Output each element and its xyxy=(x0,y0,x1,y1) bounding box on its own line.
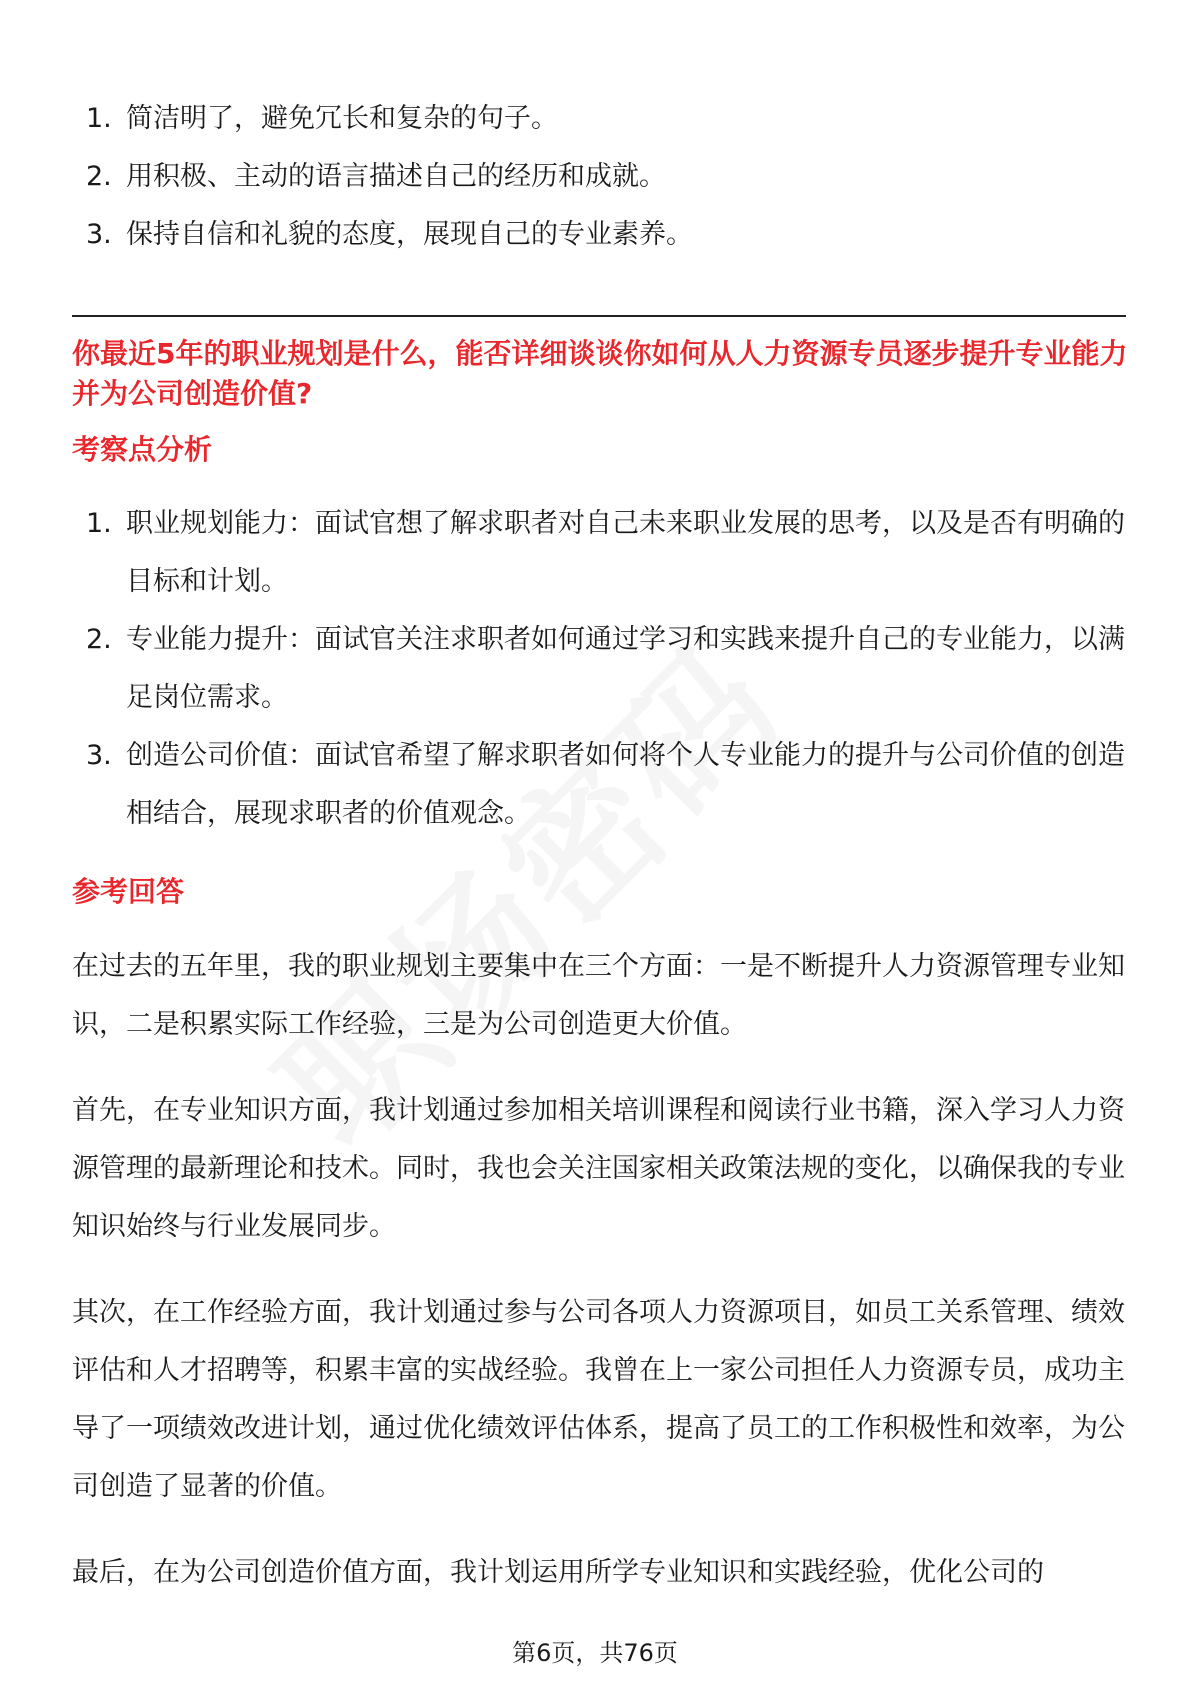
page-number-footer: 第6页，共76页 xyxy=(512,1639,678,1667)
list-item xyxy=(72,727,1132,843)
answer-paragraph: 首先，在专业知识方面，我计划通过参加相关培训课程和阅读行业书籍，深入学习人力资源管理的最新理论和技术。同时，我也会关注国家相关政策法规的变化，以确保我的专业知识始终与行业发展同步。 xyxy=(72,1095,1125,1242)
list-item-number: 2. xyxy=(86,161,112,192)
list-item-text: 职业规划能力：面试官想了解求职者对自己未来职业发展的思考，以及是否有明确的目标和计划。 xyxy=(126,508,1125,597)
list-item-number: 1. xyxy=(86,103,112,134)
list-item-text: 简洁明了，避免冗长和复杂的句子。 xyxy=(126,103,558,134)
list-item-number: 3. xyxy=(86,219,112,250)
list-item xyxy=(72,90,1132,148)
list-item-number: 2. xyxy=(86,624,112,655)
list-item xyxy=(72,611,1132,727)
list-item-number: 1. xyxy=(86,508,112,539)
list-item-text: 专业能力提升：面试官关注求职者如何通过学习和实践来提升自己的专业能力，以满足岗位需求。 xyxy=(126,624,1125,713)
analysis-list xyxy=(72,495,1132,843)
tips-list xyxy=(72,90,1132,264)
answer-paragraph: 其次，在工作经验方面，我计划通过参与公司各项人力资源项目，如员工关系管理、绩效评估和人才招聘等，积累丰富的实战经验。我曾在上一家公司担任人力资源专员，成功主导了一项绩效改进计划，通过优化绩效评估体系，提高了员工的工作积极性和效率，为公司创造了显著的价值。 xyxy=(72,1297,1125,1502)
answer-paragraph: 在过去的五年里，我的职业规划主要集中在三个方面：一是不断提升人力资源管理专业知识，二是积累实际工作经验，三是为公司创造更大价值。 xyxy=(72,951,1125,1040)
list-item-text: 用积极、主动的语言描述自己的经历和成就。 xyxy=(126,161,666,192)
answer-paragraph: 最后，在为公司创造价值方面，我计划运用所学专业知识和实践经验，优化公司的 xyxy=(72,1557,1044,1588)
answer-heading: 参考回答 xyxy=(72,875,185,908)
list-item xyxy=(72,206,1132,264)
question-title: 你最近5年的职业规划是什么，能否详细谈谈你如何从人力资源专员逐步提升专业能力并为公司创造价值? xyxy=(72,337,1128,410)
list-item-text: 保持自信和礼貌的态度，展现自己的专业素养。 xyxy=(126,219,693,250)
list-item-text: 创造公司价值：面试官希望了解求职者如何将个人专业能力的提升与公司价值的创造相结合，展现求职者的价值观念。 xyxy=(126,740,1125,829)
list-item xyxy=(72,495,1132,611)
section-divider xyxy=(72,315,1126,317)
analysis-heading: 考察点分析 xyxy=(72,433,213,466)
list-item xyxy=(72,148,1132,206)
list-item-number: 3. xyxy=(86,740,112,771)
